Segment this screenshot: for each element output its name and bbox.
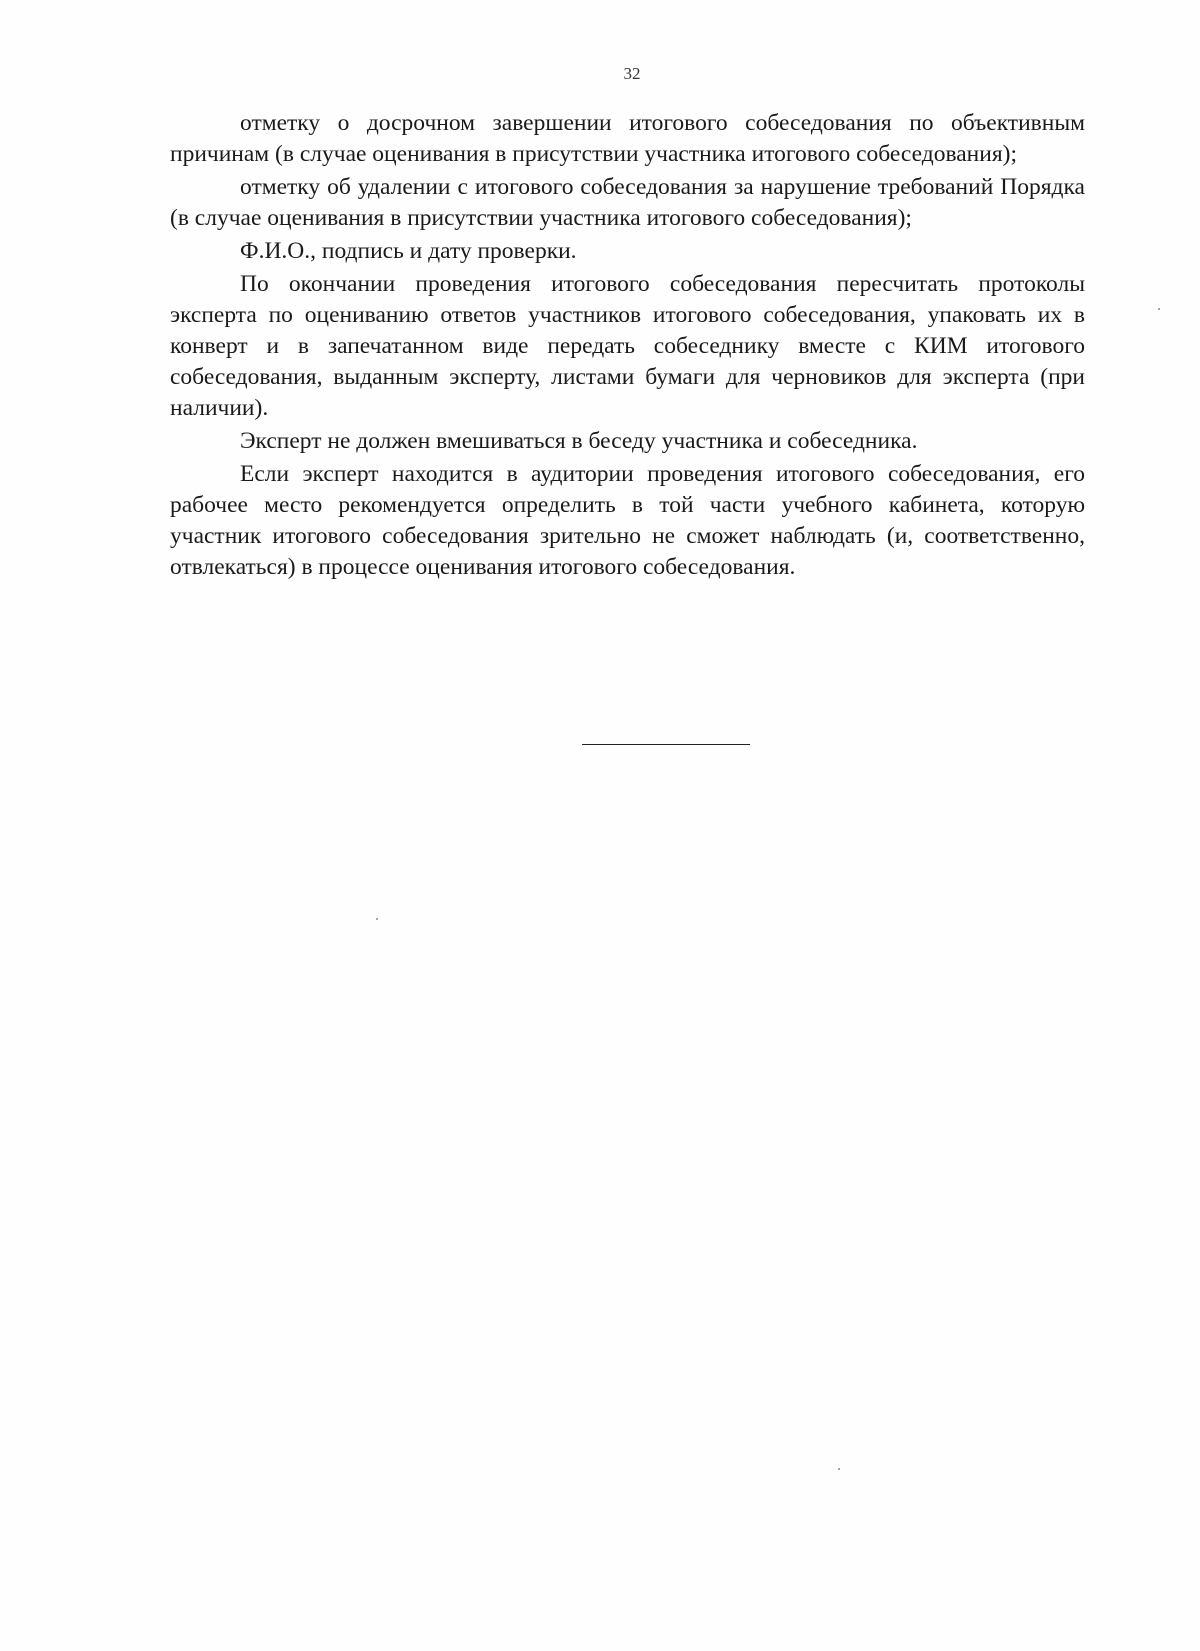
paragraph-removal-mark: отметку об удалении с итогового собеседования за нарушение требований Порядка (в случае оценивания в присутствии участника итогового собеседования); bbox=[170, 174, 1085, 231]
paragraph-signature-date: Ф.И.О., подпись и дату проверки. bbox=[240, 238, 577, 264]
paragraph-early-completion-mark: отметку о досрочном завершении итогового собеседования по объективным причинам (в случае оценивания в присутствии участника итогового собеседования); bbox=[170, 110, 1085, 167]
paragraph-expert-workplace: Если эксперт находится в аудитории проведения итогового собеседования, его рабочее место рекомендуется определить в той части учебного кабинета, которую участник итогового собеседования зрительно не сможет наблюдать (и, соответственно, отвлекаться) в процессе оценивания итогового собеседования. bbox=[170, 461, 1085, 580]
scan-speck bbox=[838, 1468, 840, 1470]
page-number: 32 bbox=[623, 64, 641, 83]
body-text bbox=[170, 108, 1085, 585]
scan-speck bbox=[1158, 308, 1160, 310]
end-divider-line bbox=[582, 744, 750, 745]
paragraph-expert-not-interfere: Эксперт не должен вмешиваться в беседу участника и собеседника. bbox=[240, 428, 918, 454]
paragraph-after-interview: По окончании проведения итогового собеседования пересчитать протоколы эксперта по оцениванию ответов участников итогового собеседования, упаковать их в конверт и в запечатанном виде передать собеседнику вместе с КИМ итогового собеседования, выданным эксперту, листами бумаги для черновиков для эксперта (при наличии). bbox=[170, 271, 1085, 421]
scan-speck bbox=[376, 918, 378, 920]
